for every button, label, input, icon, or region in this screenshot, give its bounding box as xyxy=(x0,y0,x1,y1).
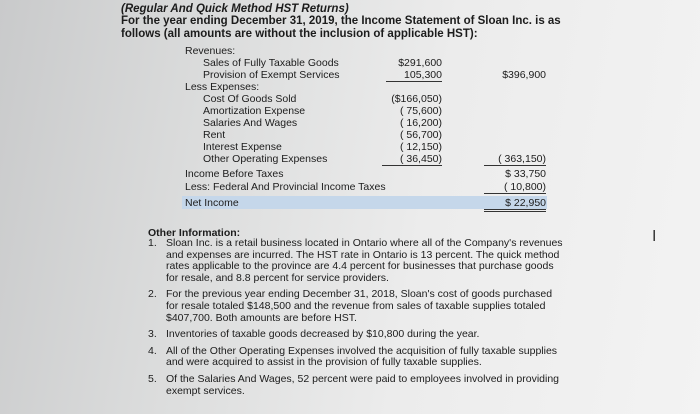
exempt-services-amount: 105,300 xyxy=(386,69,442,82)
revenues-total: $396,900 xyxy=(502,69,546,81)
other-info-list xyxy=(148,238,563,402)
problem-intro: For the year ending December 31, 2019, the Income Statement of Sloan Inc. is as follows (all amounts are without the inclusion of applicable HST): xyxy=(121,15,561,40)
income-before-amount: $ 33,750 xyxy=(505,168,546,180)
text-cursor-icon: I xyxy=(652,227,657,245)
expenses-total: ( 363,150) xyxy=(484,153,546,166)
tax-label: Less: Federal And Provincial Income Taxes xyxy=(185,181,386,193)
list-item: 2. For the previous year ending December 31, 2018, Sloan's cost of goods purchased for resale totaled $148,500 and the revenue from sales of taxable supplies totaled $407,700. Both amounts are before HST. xyxy=(148,288,553,324)
list-item: 1. Sloan Inc. is a retail business located in Ontario where all of the Company's revenues and expenses are incurred. The HST rate in Ontario is 13 percent. The quick method rates applicable to the province are 4.4 percent for businesses that purchase goods for resale, and 8.8 percent for service providers. xyxy=(148,237,563,284)
salaries-label: Salaries And Wages xyxy=(203,117,298,129)
cogs-label: Cost Of Goods Sold xyxy=(203,93,297,105)
other-expenses-amount: ( 36,450) xyxy=(382,153,442,166)
salaries-amount: ( 16,200) xyxy=(399,117,442,129)
taxable-goods-label: Sales of Fully Taxable Goods xyxy=(203,57,339,69)
interest-label: Interest Expense xyxy=(203,141,282,153)
amortization-label: Amortization Expense xyxy=(203,105,306,117)
interest-amount: ( 12,150) xyxy=(399,141,442,153)
rent-amount: ( 56,700) xyxy=(399,129,442,141)
rent-label: Rent xyxy=(203,129,226,141)
other-expenses-label: Other Operating Expenses xyxy=(203,153,328,165)
exempt-services-label: Provision of Exempt Services xyxy=(203,69,340,81)
tax-amount: ( 10,800) xyxy=(484,181,546,194)
list-item: 4. All of the Other Operating Expenses involved the acquisition of fully taxable supplies and were acquired to assist in the provision of fully taxable supplies. xyxy=(148,344,558,369)
taxable-goods-amount: $291,600 xyxy=(398,57,442,69)
list-item: 3. Inventories of taxable goods decreased by $10,800 during the year. xyxy=(148,328,480,341)
list-item: 5. Of the Salaries And Wages, 52 percent were paid to employees involved in providing exempt services. xyxy=(148,372,560,397)
cogs-amount: ($166,050) xyxy=(391,93,442,105)
amortization-amount: ( 75,600) xyxy=(399,105,442,117)
expenses-label: Less Expenses: xyxy=(185,81,260,93)
problem-title: (Regular And Quick Method HST Returns) xyxy=(121,3,349,15)
revenues-label: Revenues: xyxy=(185,45,236,57)
net-income-amount: $ 22,950 xyxy=(484,197,546,212)
income-before-label: Income Before Taxes xyxy=(185,168,284,180)
other-info-heading: Other Information: xyxy=(148,227,241,239)
net-income-label: Net Income xyxy=(185,197,239,209)
